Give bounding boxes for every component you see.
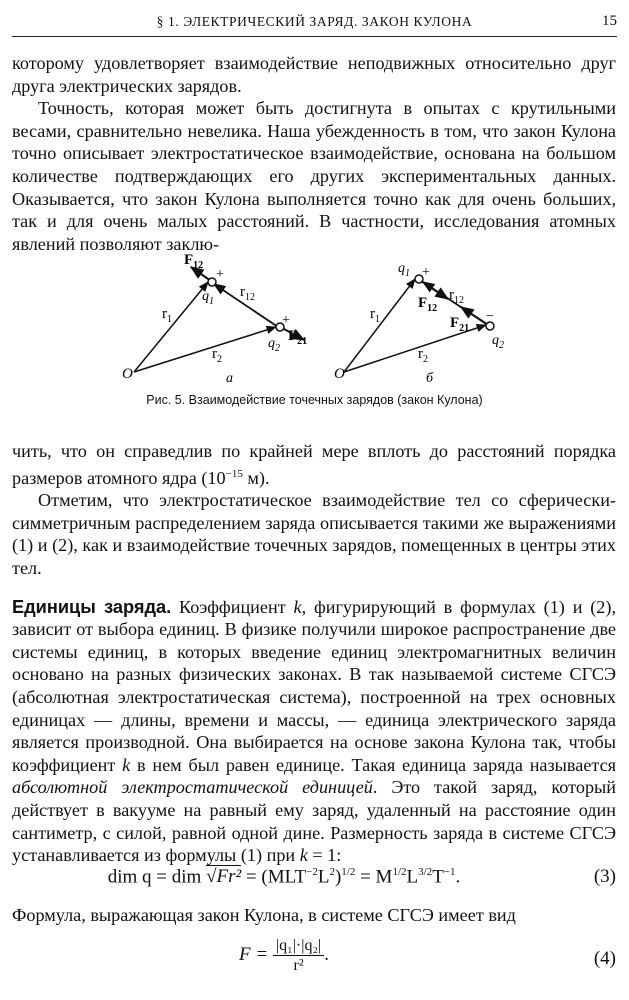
label-q2-a: $q_2$ (268, 336, 280, 354)
label-F21-a: $F_{21}$ (288, 328, 308, 347)
svg-text:O (122, 366, 133, 382)
sign-q2-a: + (282, 313, 290, 328)
formula-3: dim q = dim $√Fr^2 = (MLT^{-2}L^2)^{1/2} = M^{1/2}L^{3/2}T^{-1}$. (3) (107, 866, 616, 888)
diagram-a (122, 254, 307, 386)
page-number: 15 (602, 13, 617, 29)
emphasis-term: абсолютной электростатической единицей (12, 777, 373, 798)
paragraph-6: Формула, выражающая закон Кулона, в системе СГСЭ имеет вид (12, 905, 516, 925)
label-r2-b: $r_2$ (418, 346, 428, 365)
paragraph-4: Отметим, что электростатическое взаимодействие тел со сферически-симметричным распределением заряда описывается такими же выражениями (1) и (2), как и взаимодействие точечных зарядов, помещенных в центры этих тел. (12, 490, 616, 579)
label-q1-a: $q_1$ (202, 289, 214, 307)
text-block-middle (12, 440, 616, 867)
label-q1-b: $q_1$ (398, 261, 410, 279)
label-r12-b: $r_{12}$ (449, 287, 464, 306)
sign-q2-b: − (486, 309, 494, 324)
equation-number-4: (4) (593, 948, 616, 969)
diagram-b (334, 261, 504, 386)
panel-label-a: а (226, 371, 233, 386)
text-block-bottom (12, 904, 616, 927)
vector-r12-a (214, 284, 278, 327)
text-block-top (12, 52, 616, 255)
label-r12-a: $r_{12}$ (240, 284, 255, 303)
paragraph-5: Единицы заряда. Коэффициент k, фигурирующий в формулах (1) и (2), зависит от выбора единиц. В физике получили широкое распространение две системы единиц, в которых введение единиц электромагнитных величин основано на разных физических законах. В так называемой системе СГСЭ (абсолютная электростатическая система), построенной на трех основных единицах — длины, времени и массы, — единица электрического заряда является производной. Она выбирается на основе закона Кулона так, чтобы коэффициент k в нем был равен единице. Такая единица заряда называется абсолютной электростатической единицей. Это такой заряд, который действует в вакууме на равный ему заряд, удаленный на расстояние один сантиметр, с силой, равной одной дине. Размерность заряда в системе СГСЭ устанавливается из формулы (1) при k = 1: (12, 596, 617, 866)
figure-caption: Рис. 5. Взаимодействие точечных зарядов (закон Кулона) (146, 393, 483, 407)
header-title: § 1. ЭЛЕКТРИЧЕСКИЙ ЗАРЯД. ЗАКОН КУЛОНА (156, 14, 473, 29)
origin-label-b: O (334, 366, 345, 382)
label-F12-b: $F_{12}$ (418, 295, 438, 314)
vector-r2-a (134, 327, 276, 372)
label-F12-a: $F_{12}$ (184, 254, 204, 271)
label-q2-b: $q_2$ (492, 333, 504, 351)
figure-coulomb-diagram (112, 254, 520, 414)
sign-q1-b: + (422, 265, 430, 280)
label-r1-a: $r_1$ (162, 306, 172, 325)
running-header (12, 12, 617, 37)
label-r2-a: $r_2$ (212, 346, 222, 365)
sign-q1-a: + (216, 267, 224, 282)
panel-label-b: б (426, 371, 434, 386)
charge-q1-a (208, 278, 216, 286)
paragraph-3: чить, что он справедлив по крайней мере вплоть до расстояний порядка размеров атомного ядра ($10^{-15}$ м). (12, 441, 616, 488)
label-F21-b: $F_{21}$ (450, 315, 470, 334)
formula-4: F = $\frac{\text{|q₁|·|q₂|}}{\text{r²}}$ . (4) (239, 937, 616, 974)
vector-r1-a (134, 282, 208, 372)
label-r1-b: $r_1$ (370, 306, 380, 325)
paragraph-2: Точность, которая может быть достигнута в опытах с крутильными весами, сравнительно невелика. Наша убежденность в том, что закон Кулона точно описывает электростатическое взаимодействие, основана на большом количестве подтверждающих его других экспериментальных данных. Оказывается, что закон Кулона выполняется точно как для очень больших, так и для очень малых расстояний. В частности, исследования атомных явлений позволяют заклю- (12, 98, 616, 254)
paragraph-1: которому удовлетворяет взаимодействие неподвижных относительно друг друга электрических зарядов. (12, 53, 616, 96)
origin-label-a: O (122, 366, 133, 382)
equation-number-3: (3) (593, 866, 616, 887)
vector-r1-b (344, 279, 415, 372)
section-heading-charge-units: Единицы заряда. (12, 596, 172, 617)
